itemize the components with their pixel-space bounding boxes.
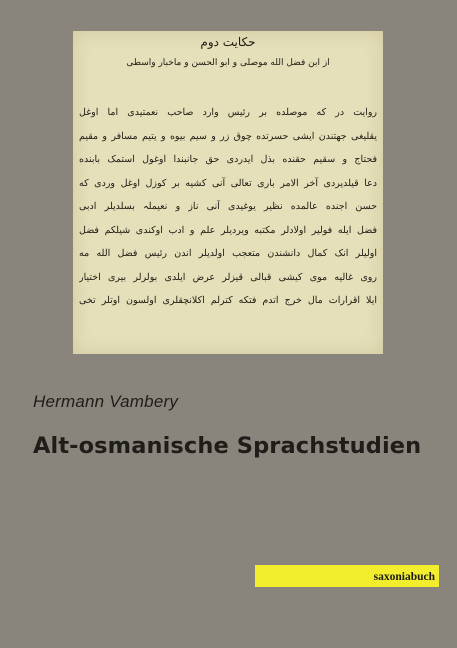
book-title: Alt-osmanische Sprachstudien xyxy=(33,433,422,459)
plate-text-line: اولیلر انک کمال دانشندن متعجب اولدیلر اندن رئیس فضل الله مه xyxy=(79,248,377,259)
plate-title: حکایت دوم xyxy=(200,35,256,49)
plate-text-line: روی غالیه موی کیشی قبالی قیزلر عرض ایلدی بولرلر بیری اختیار xyxy=(79,271,377,283)
plate-text-line: دعا قیلدیردی آخر الامر باری تعالی آنی کشیه بر کوزل اوغل وردی که xyxy=(79,177,377,189)
plate-text-line: فحتاج و سقیم حقنده بذل ایدردی حق جانبندا اوغول استمک بابنده xyxy=(79,154,377,165)
plate-text-block xyxy=(79,101,377,313)
publisher-name: saxoniabuch xyxy=(373,571,435,583)
plate-subtitle: از ابن فضل الله موصلی و ابو الحسن و ماخبار واسطی xyxy=(126,58,330,68)
plate-text-line: حسن اجنده عالمده نظیر یوغیدی آنی ناز و نعیملہ بسلدیلر ادبی xyxy=(79,201,377,212)
plate-text-line: یقلیغی جهتندن ایشی حسرتده چوق زر و سیم بیوه و یتیم مسافر و مقیم xyxy=(79,130,377,142)
author-name: Hermann Vambery xyxy=(33,392,179,411)
publisher-logo xyxy=(255,565,439,587)
plate-text-line: روایت در که موصلده بر رئیس وارد صاحب نعمتیدی اما اوغل xyxy=(79,107,377,118)
plate-text-line: ایلا اقرارات مال خرج اتدم فتکه کترلم اکلانچقلری اولسون اوتلر تخی xyxy=(79,295,377,306)
plate-text-line: فضل ایله فولیر اولادلر مکتبه ویردیلر علم و ادب اوکندی شیلکم فضل xyxy=(79,224,377,236)
manuscript-plate xyxy=(73,31,383,354)
